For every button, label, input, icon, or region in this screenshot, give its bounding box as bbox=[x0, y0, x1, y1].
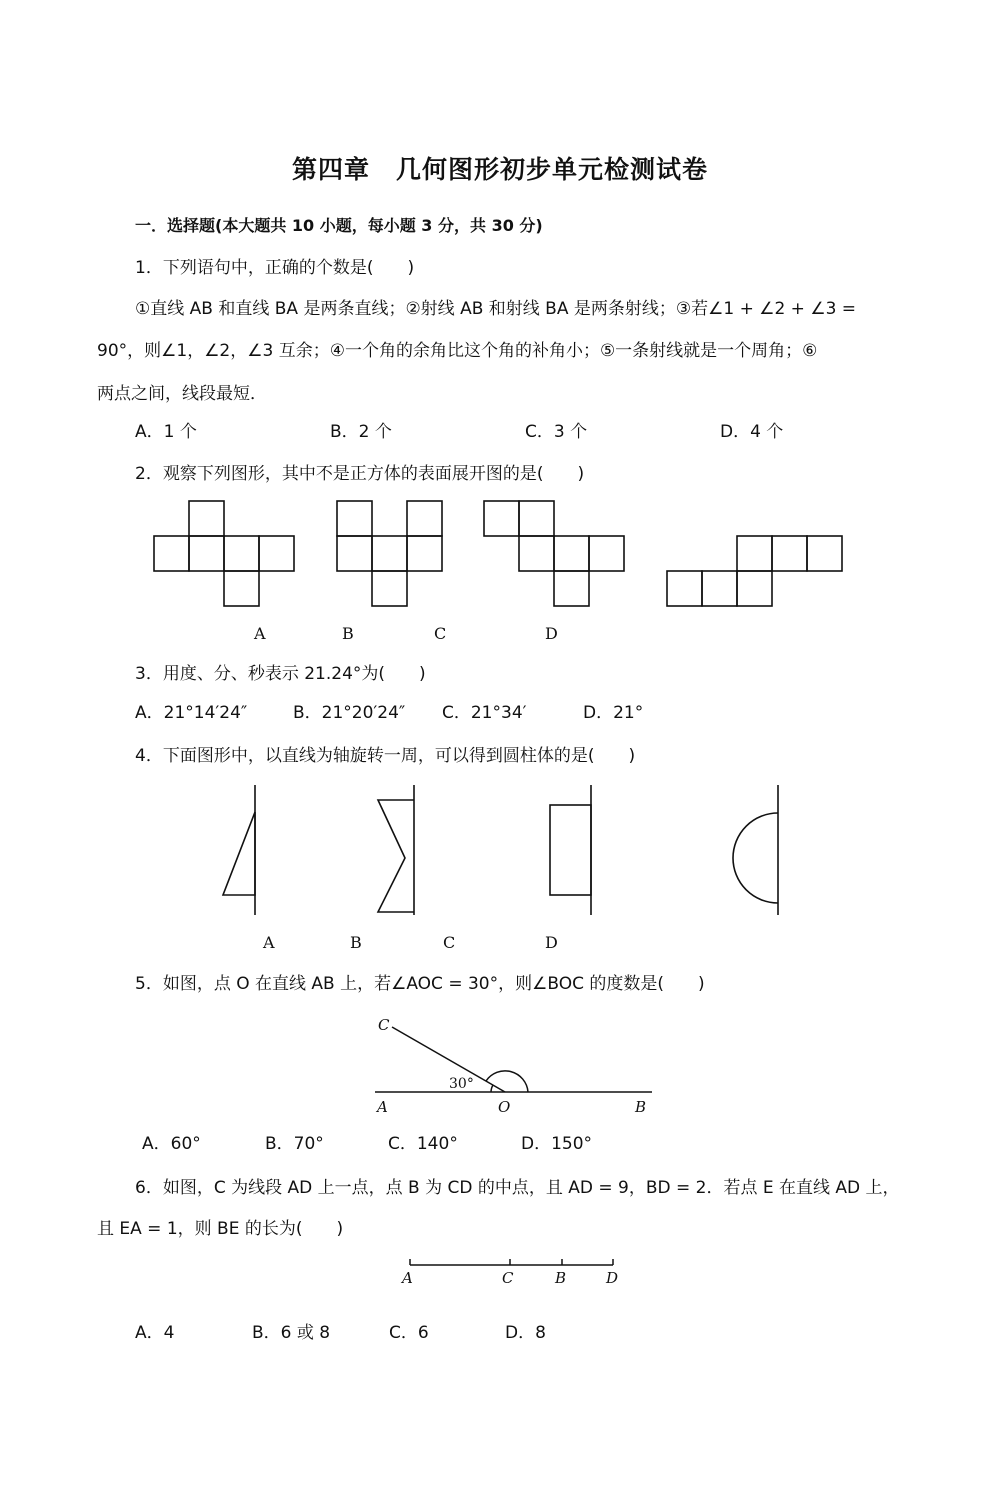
q5-option-c: C．140° bbox=[388, 1134, 458, 1154]
q6-label-c: C bbox=[502, 1269, 514, 1287]
q4-label-a: A bbox=[263, 933, 275, 952]
q2-label-a: A bbox=[254, 624, 266, 643]
q4-label-c: C bbox=[443, 933, 456, 952]
q1-line1: ①直线 AB 和直线 BA 是两条直线；②射线 AB 和射线 BA 是两条射线；③若∠1 + ∠2 + ∠3 = bbox=[135, 299, 857, 319]
q6-label-d: D bbox=[606, 1269, 619, 1287]
q2-label-b: B bbox=[342, 624, 354, 643]
q2-label-c: C bbox=[434, 624, 447, 643]
page-title: 第四章 几何图形初步单元检测试卷 bbox=[291, 155, 708, 184]
q6-option-d: D．8 bbox=[505, 1323, 546, 1343]
q6-option-a: A．4 bbox=[135, 1323, 175, 1343]
q3-option-d: D．21° bbox=[583, 703, 644, 723]
q1-option-d: D．4 个 bbox=[720, 422, 784, 442]
q6-label-b: B bbox=[555, 1269, 567, 1287]
q3-option-c: C．21°34′ bbox=[442, 703, 527, 723]
q5-option-d: D．150° bbox=[521, 1134, 593, 1154]
q1-line2: 90°，则∠1，∠2，∠3 互余；④一个角的余角比这个角的补角小；⑤一条射线就是一个周角；⑥ bbox=[97, 341, 818, 361]
q1-option-b: B．2 个 bbox=[330, 422, 392, 442]
q3-option-a: A．21°14′24″ bbox=[135, 703, 248, 723]
q5-label-c: C bbox=[378, 1016, 390, 1034]
q6-stem-line1: 6．如图，C 为线段 AD 上一点，点 B 为 CD 的中点，且 AD = 9，BD = 2．若点 E 在直线 AD 上， bbox=[135, 1178, 900, 1198]
section-heading: 一．选择题(本大题共 10 小题，每小题 3 分，共 30 分) bbox=[135, 216, 543, 235]
q5-label-a: A bbox=[377, 1098, 388, 1116]
q1-option-a: A．1 个 bbox=[135, 422, 197, 442]
q1-stem: 1．下列语句中，正确的个数是( ) bbox=[135, 258, 415, 278]
q4-stem: 4．下面图形中，以直线为轴旋转一周，可以得到圆柱体的是( ) bbox=[135, 746, 636, 766]
q6-option-b: B．6 或 8 bbox=[252, 1323, 331, 1343]
q1-option-c: C．3 个 bbox=[525, 422, 588, 442]
q5-label-b: B bbox=[635, 1098, 647, 1116]
q5-option-a: A．60° bbox=[142, 1134, 201, 1154]
q2-stem: 2．观察下列图形，其中不是正方体的表面展开图的是( ) bbox=[135, 464, 585, 484]
q2-label-d: D bbox=[545, 624, 558, 643]
q5-angle-label: 30° bbox=[449, 1076, 474, 1092]
q1-line3: 两点之间，线段最短． bbox=[97, 384, 267, 404]
q6-label-a: A bbox=[402, 1269, 413, 1287]
q3-option-b: B．21°20′24″ bbox=[293, 703, 406, 723]
q6-stem-line2: 且 EA = 1，则 BE 的长为( ) bbox=[97, 1219, 344, 1239]
q4-label-b: B bbox=[350, 933, 362, 952]
q5-option-b: B．70° bbox=[265, 1134, 324, 1154]
q3-stem: 3．用度、分、秒表示 21.24°为( ) bbox=[135, 664, 426, 684]
q5-stem: 5．如图，点 O 在直线 AB 上，若∠AOC = 30°，则∠BOC 的度数是( ) bbox=[135, 974, 705, 994]
q5-label-o: O bbox=[498, 1098, 511, 1116]
q6-option-c: C．6 bbox=[389, 1323, 429, 1343]
q4-label-d: D bbox=[545, 933, 558, 952]
